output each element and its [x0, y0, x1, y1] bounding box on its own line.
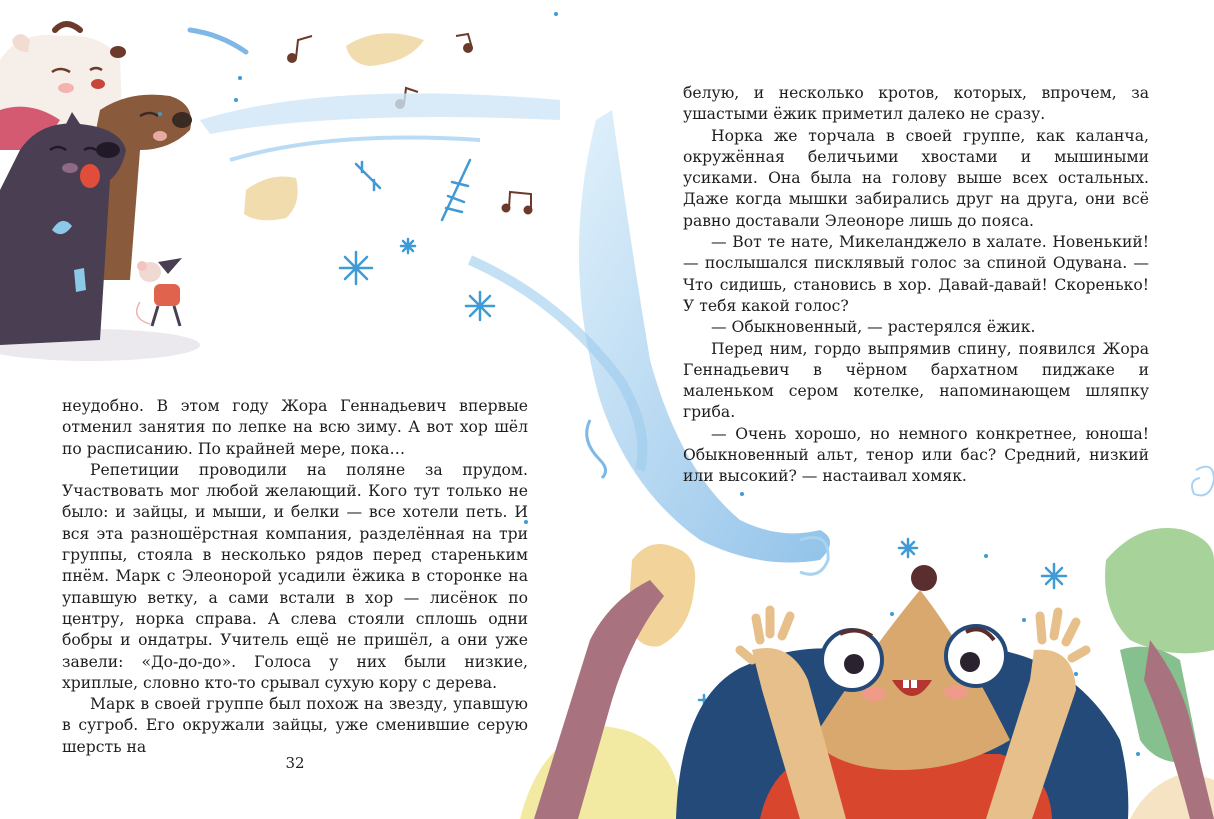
paper-scrap: [346, 33, 424, 66]
paragraph: — Очень хорошо, но немного конкретнее, юноша! Обыкновенный альт, тенор или бас? Средний, низкий или высокий? — настаивал хомяк.: [683, 424, 1149, 486]
paragraph: Репетиции проводили на поляне за прудом. Участвовать мог любой желающий. Кого тут только не было: и зайцы, и мыши, и белки — все хотели петь. И вся эта разношёрстная компания, разделённая на три группы, стояла в несколько рядов перед стареньким пнём. Марк с Элеонорой усадили ёжика в сторонке на упавшую ветку, а сами встали в хор — лисёнок по центру, норка справа. А слева стояли сплошь одни бобры и ондатры. Учитель ещё не пришёл, а они уже завели: «До-до-до». Голоса у них были низкие, хриплые, словно кто-то срывал сухую кору с дерева.: [62, 460, 528, 692]
paper-scrap: [244, 177, 298, 221]
paragraph: неудобно. В этом году Жора Геннадьевич впервые отменил занятия по лепке на всю зиму. А вот хор шёл по расписанию. По крайней мере, пока…: [62, 397, 528, 458]
paragraph: Перед ним, гордо выпрямив спину, появился Жора Геннадьевич в чёрном бархатном пиджаке и маленьком сером котелке, напоминающем шляпку гриба.: [683, 339, 1149, 422]
page-number: 32: [285, 754, 305, 772]
paragraph: белую, и несколько кротов, которых, впрочем, за ушастыми ёжик приметил далеко не сразу.: [683, 84, 1149, 124]
left-page-text: [62, 396, 528, 758]
paragraph: — Обыкновенный, — растерялся ёжик.: [711, 318, 1036, 337]
paragraph: Норка же торчала в своей группе, как каланча, окружённая беличьими хвостами и мышиными усиками. Она была на голову выше всех остальных. Даже когда мышки забирались друг на друга, они всё равно доставали Элеоноре лишь до пояса.: [683, 126, 1149, 230]
hedgehog-illustration: [520, 467, 1214, 819]
paragraph: Марк в своей группе был похож на звезду, упавшую в сугроб. Его окружали зайцы, уже сменившие серую шерсть на: [62, 695, 528, 756]
right-page-text: [683, 83, 1149, 488]
music-note-icon: [288, 34, 532, 214]
paragraph: — Вот те нате, Микеланджело в халате. Новенький! — послышался писклявый голос за спиной Одувана. — Что сидишь, становись в хор. Давай-давай! Скоренько! У тебя какой голос?: [683, 233, 1149, 315]
choir-animals-illustration: [0, 24, 532, 361]
mouse-figure: [137, 258, 182, 326]
